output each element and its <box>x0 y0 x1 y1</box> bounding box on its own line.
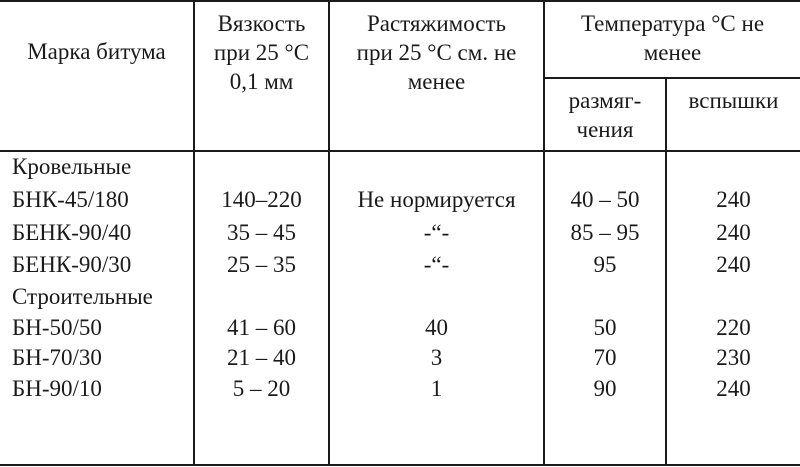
row-6-brand: БН-90/10 <box>12 376 102 401</box>
row-3-softening: 95 <box>593 252 617 277</box>
header-flash: вспышки <box>688 88 779 113</box>
table-top-border <box>0 0 800 2</box>
row-6-ductility: 1 <box>430 376 443 401</box>
row-2-ductility: -“- <box>423 220 450 245</box>
header-ductility-line-2: при 25 °С см. не <box>356 40 517 65</box>
row-2-brand: БЕНК-90/40 <box>12 220 132 245</box>
row-4-softening: 50 <box>593 315 617 340</box>
header-ductility-line-3: менее <box>407 69 466 94</box>
row-1-brand: БНК-45/180 <box>12 187 129 212</box>
row-3-viscosity: 25 – 35 <box>227 252 296 277</box>
row-1-viscosity: 140–220 <box>221 187 302 212</box>
row-4-viscosity: 41 – 60 <box>227 315 296 340</box>
row-2-viscosity: 35 – 45 <box>227 220 296 245</box>
header-viscosity-line-2: при 25 °С <box>213 40 310 65</box>
row-6-softening: 90 <box>593 376 617 401</box>
group-title-construction: Строительные <box>12 284 153 309</box>
row-1-flash: 240 <box>716 187 751 212</box>
header-ductility-line-1: Растяжимость <box>366 11 507 36</box>
row-5-flash: 230 <box>716 345 751 370</box>
row-3-brand: БЕНК-90/30 <box>12 252 132 277</box>
table-bottom-border <box>0 464 800 466</box>
row-1-ductility: Не нормируется <box>357 187 516 212</box>
group-title-roofing: Кровельные <box>12 154 132 179</box>
header-softening-line-1: размяг- <box>568 88 642 113</box>
row-5-brand: БН-70/30 <box>12 345 102 370</box>
row-5-ductility: 3 <box>430 345 443 370</box>
header-ductility <box>330 9 543 96</box>
temperature-subheader-border <box>543 77 800 79</box>
header-brand: Марка битума <box>27 39 166 64</box>
row-6-viscosity: 5 – 20 <box>232 376 291 401</box>
header-softening <box>545 86 665 144</box>
row-4-ductility: 40 <box>425 315 448 340</box>
header-softening-line-2: чения <box>576 117 634 142</box>
row-2-flash: 240 <box>716 220 751 245</box>
row-3-ductility: -“- <box>423 252 450 277</box>
row-5-viscosity: 21 – 40 <box>227 345 296 370</box>
row-4-flash: 220 <box>716 315 751 340</box>
row-5-softening: 70 <box>593 345 617 370</box>
row-2-softening: 85 – 95 <box>570 220 640 245</box>
header-viscosity <box>195 9 328 96</box>
header-temperature-line-2: менее <box>643 40 702 65</box>
row-3-flash: 240 <box>716 252 751 277</box>
row-1-softening: 40 – 50 <box>570 187 640 212</box>
row-6-flash: 240 <box>716 376 751 401</box>
header-temperature <box>545 9 800 67</box>
header-viscosity-line-1: Вязкость <box>217 11 306 36</box>
row-4-brand: БН-50/50 <box>12 315 102 340</box>
header-viscosity-line-3: 0,1 мм <box>229 69 294 94</box>
header-temperature-line-1: Температура °С не <box>580 11 765 36</box>
